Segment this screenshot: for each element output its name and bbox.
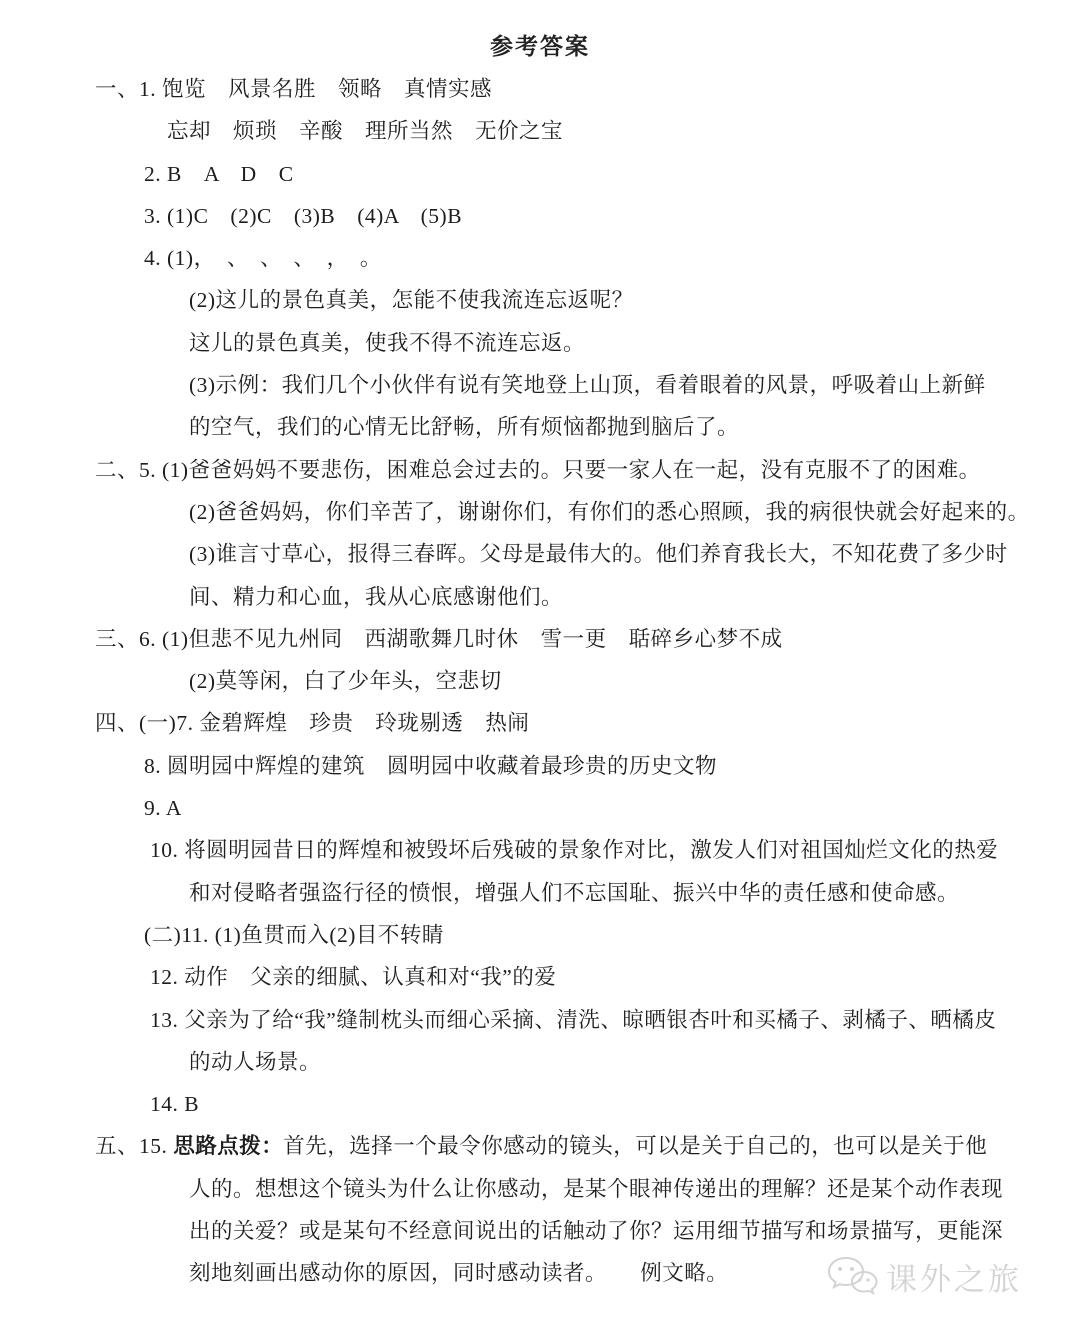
answer-line: 9. A bbox=[144, 796, 182, 821]
answer-line: 的空气，我们的心情无比舒畅，所有烦恼都抛到脑后了。 bbox=[189, 415, 740, 440]
answer-line: 2. B A D C bbox=[144, 161, 294, 186]
answer-text: 五、15. bbox=[95, 1134, 174, 1159]
answer-text: 首先，选择一个最令你感动的镜头，可以是关于自己的，也可以是关于他 bbox=[283, 1134, 988, 1159]
answer-line bbox=[95, 1125, 1080, 1167]
answer-line: 二、5. (1)爸爸妈妈不要悲伤，困难总会过去的。只要一家人在一起，没有克服不了的困难。 bbox=[95, 457, 981, 482]
wechat-icon bbox=[826, 1255, 878, 1299]
watermark bbox=[826, 1254, 1022, 1299]
answer-line: 的动人场景。 bbox=[189, 1049, 322, 1074]
page-title: 参考答案 bbox=[490, 33, 590, 59]
answer-line: (3)谁言寸草心，报得三春晖。父母是最伟大的。他们养育我长大，不知花费了多少时 bbox=[189, 542, 1008, 567]
answer-line: 一、1. 饱览 风景名胜 领略 真情实感 bbox=[95, 77, 493, 101]
answer-bold-label: 思路点拨： bbox=[173, 1134, 284, 1159]
answer-line: (二)11. (1)鱼贯而入(2)目不转睛 bbox=[144, 922, 444, 947]
answer-line: 3. (1)C (2)C (3)B (4)A (5)B bbox=[144, 203, 463, 228]
answer-line: 12. 动作 父亲的细腻、认真和对“我”的爱 bbox=[150, 965, 557, 990]
answer-line: (2)这儿的景色真美，怎能不使我流连忘返呢？ bbox=[189, 288, 634, 313]
answer-line: 出的关爱？或是某句不经意间说出的话触动了你？运用细节描写和场景描写，更能深 bbox=[189, 1219, 1004, 1244]
answer-line: 忘却 烦琐 辛酸 理所当然 无价之宝 bbox=[167, 119, 564, 144]
answer-line: 三、6. (1)但悲不见九州同 西湖歌舞几时休 雪一更 聒碎乡心梦不成 bbox=[95, 626, 783, 651]
answers-lines bbox=[0, 68, 1080, 1295]
answer-line: (2)莫等闲，白了少年头，空悲切 bbox=[189, 669, 502, 694]
answer-line: 四、(一)7. 金碧辉煌 珍贵 玲珑剔透 热闹 bbox=[95, 711, 530, 736]
answer-line: 刻地刻画出感动你的原因，同时感动读者。 例文略。 bbox=[189, 1261, 729, 1286]
answer-line: 10. 将圆明园昔日的辉煌和被毁坏后残破的景象作对比，激发人们对祖国灿烂文化的热爱 bbox=[150, 838, 999, 863]
answer-line: 和对侵略者强盗行径的愤恨，增强人们不忘国耻、振兴中华的责任感和使命感。 bbox=[189, 880, 960, 905]
answer-line: 4. (1)， 、 、 、 ， 。 bbox=[144, 246, 382, 271]
answer-line: 13. 父亲为了给“我”缝制枕头而细心采摘、清洗、晾晒银杏叶和买橘子、剥橘子、晒橘皮 bbox=[150, 1007, 997, 1032]
answer-line: (2)爸爸妈妈，你们辛苦了，谢谢你们，有你们的悉心照顾，我的病很快就会好起来的。 bbox=[189, 499, 1030, 524]
answer-line: 8. 圆明园中辉煌的建筑 圆明园中收藏着最珍贵的历史文物 bbox=[144, 753, 718, 778]
answer-line: 间、精力和心血，我从心底感谢他们。 bbox=[189, 584, 564, 609]
answer-line: 人的。想想这个镜头为什么让你感动，是某个眼神传递出的理解？还是某个动作表现 bbox=[189, 1176, 1004, 1201]
watermark-text: 课外之旅 bbox=[886, 1262, 1022, 1297]
answer-line: 14. B bbox=[150, 1092, 200, 1117]
answer-line: 这儿的景色真美，使我不得不流连忘返。 bbox=[189, 330, 586, 355]
answer-line: (3)示例：我们几个小伙伴有说有笑地登上山顶，看着眼着的风景，呼吸着山上新鲜 bbox=[189, 373, 986, 398]
